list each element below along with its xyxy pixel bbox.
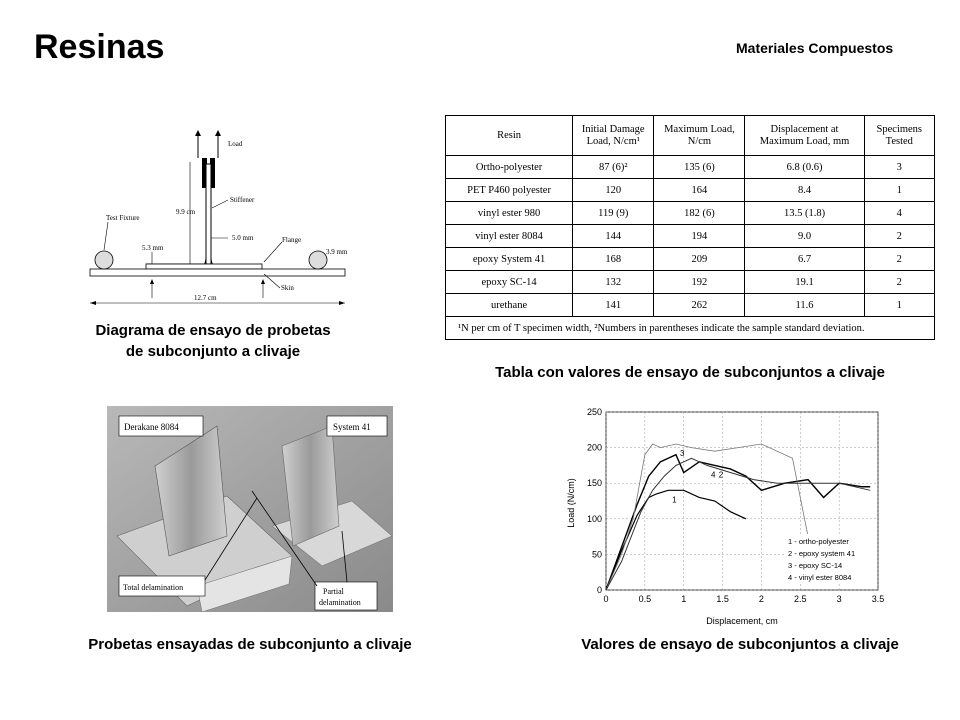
table-cell: 135 (6) xyxy=(654,156,745,179)
legend-entry-1: 1 - ortho-polyester xyxy=(788,537,849,546)
table-row xyxy=(446,179,935,202)
table-cell: urethane xyxy=(446,294,573,317)
table-cell: 6.7 xyxy=(745,248,864,271)
table-cell: 141 xyxy=(573,294,654,317)
table-cell: 4 xyxy=(864,202,934,225)
x-tick-label: 3.5 xyxy=(871,594,885,604)
photo-label-partial: Partial xyxy=(323,587,344,596)
photo-label-delamination: delamination xyxy=(319,598,361,607)
legend-entry-4: 4 - vinyl ester 8084 xyxy=(788,573,852,582)
table-cell: 9.0 xyxy=(745,225,864,248)
y-tick-label: 50 xyxy=(591,549,602,560)
table-caption: Tabla con valores de ensayo de subconjuntos a clivaje xyxy=(495,364,885,381)
x-tick-label: 3 xyxy=(836,594,842,604)
table-cell: 2 xyxy=(864,271,934,294)
table-cell: 87 (6)² xyxy=(573,156,654,179)
table-cell: 209 xyxy=(654,248,745,271)
diagram-caption-line1: Diagrama de ensayo de probetas xyxy=(95,322,331,339)
diagram-caption-line2: de subconjunto a clivaje xyxy=(125,343,301,360)
table-cell: 132 xyxy=(573,271,654,294)
legend-entry-2: 2 - epoxy system 41 xyxy=(788,549,856,558)
chart-legend xyxy=(786,534,876,584)
table-cell: 120 xyxy=(573,179,654,202)
table-cell: 8.4 xyxy=(745,179,864,202)
y-tick-label: 200 xyxy=(586,442,602,453)
table-row xyxy=(446,202,935,225)
diagram-label-stiffener: Stiffener xyxy=(230,196,255,204)
table-cell: Ortho-polyester xyxy=(446,156,573,179)
table-cell: 13.5 (1.8) xyxy=(745,202,864,225)
table-cell: epoxy System 41 xyxy=(446,248,573,271)
table-cell: 11.6 xyxy=(745,294,864,317)
photo-label-derakane: Derakane 8084 xyxy=(124,422,179,432)
diagram-label-3-9mm: 3.9 mm xyxy=(326,248,348,256)
y-tick-label: 100 xyxy=(586,513,602,524)
table-cell: 6.8 (0.6) xyxy=(745,156,864,179)
diagram-label-load: Load xyxy=(228,140,243,148)
chart-ylabel: Load (N/cm) xyxy=(566,478,576,528)
table-row xyxy=(446,156,935,179)
table-row xyxy=(446,294,935,317)
y-tick-label: 150 xyxy=(586,478,602,489)
table-cell: 2 xyxy=(864,225,934,248)
table-cell: 3 xyxy=(864,156,934,179)
table-header-displacement: Displacement at Maximum Load, mm xyxy=(745,116,864,156)
series-label-4: 4 xyxy=(711,470,716,480)
table-header-resin: Resin xyxy=(446,116,573,156)
table-cell: 262 xyxy=(654,294,745,317)
x-tick-label: 0 xyxy=(603,594,609,604)
table-footnote: ¹N per cm of T specimen width, ²Numbers in parentheses indicate the sample standard deviation. xyxy=(446,317,935,340)
table-cell: 164 xyxy=(654,179,745,202)
diagram-label-height: 9.9 cm xyxy=(176,208,196,216)
series-label-1: 1 xyxy=(672,495,677,505)
table-cell: 182 (6) xyxy=(654,202,745,225)
x-tick-label: 1.5 xyxy=(716,594,729,604)
table-cell: epoxy SC-14 xyxy=(446,271,573,294)
y-tick-label: 0 xyxy=(596,585,602,595)
x-tick-label: 2 xyxy=(758,594,764,604)
resin-results-table xyxy=(445,115,935,340)
series-label-2: 2 xyxy=(718,470,724,480)
y-tick-label: 250 xyxy=(586,407,602,417)
diagram-label-test-fixture: Test Fixture xyxy=(106,214,140,222)
table-row xyxy=(446,271,935,294)
legend-entry-3: 3 - epoxy SC-14 xyxy=(788,561,843,570)
page-subtitle: Materiales Compuestos xyxy=(736,40,894,56)
table-cell: vinyl ester 8084 xyxy=(446,225,573,248)
cleavage-test-diagram xyxy=(68,128,358,313)
table-cell: 192 xyxy=(654,271,745,294)
table-cell: PET P460 polyester xyxy=(446,179,573,202)
table-cell: 1 xyxy=(864,294,934,317)
photo-label-total-delamination: Total delamination xyxy=(123,583,184,592)
diagram-label-5-3mm: 5.3 mm xyxy=(142,244,164,252)
table-header-specimens: Specimens Tested xyxy=(864,116,934,156)
diagram-label-5-0mm: 5.0 mm xyxy=(232,234,254,242)
photo-label-system41: System 41 xyxy=(333,422,371,432)
table-cell: 2 xyxy=(864,248,934,271)
table-footnote-row xyxy=(446,317,935,340)
table-cell: 168 xyxy=(573,248,654,271)
chart-caption: Valores de ensayo de subconjuntos a clivaje xyxy=(581,636,899,653)
x-tick-label: 2.5 xyxy=(794,594,807,604)
photo-caption: Probetas ensayadas de subconjunto a clivaje xyxy=(88,636,412,653)
diagram-caption xyxy=(68,320,358,362)
tested-specimens-photo xyxy=(107,406,393,612)
x-tick-label: 1 xyxy=(681,594,687,604)
table-header-initial-damage: Initial Damage Load, N/cm¹ xyxy=(573,116,654,156)
table-row xyxy=(446,248,935,271)
table-cell: 1 xyxy=(864,179,934,202)
table-header-max-load: Maximum Load, N/cm xyxy=(654,116,745,156)
series-label-3: 3 xyxy=(679,449,685,459)
diagram-label-flange: Flange xyxy=(282,236,302,244)
table-row xyxy=(446,225,935,248)
table-cell: vinyl ester 980 xyxy=(446,202,573,225)
diagram-label-width: 12.7 cm xyxy=(194,294,217,302)
table-cell: 119 (9) xyxy=(573,202,654,225)
diagram-label-skin: Skin xyxy=(281,284,294,292)
x-tick-label: 0.5 xyxy=(638,594,652,604)
load-displacement-chart xyxy=(560,398,890,628)
chart-xlabel: Displacement, cm xyxy=(706,616,778,626)
table-cell: 19.1 xyxy=(745,271,864,294)
table-cell: 144 xyxy=(573,225,654,248)
page-title: Resinas xyxy=(34,28,165,66)
table-cell: 194 xyxy=(654,225,745,248)
